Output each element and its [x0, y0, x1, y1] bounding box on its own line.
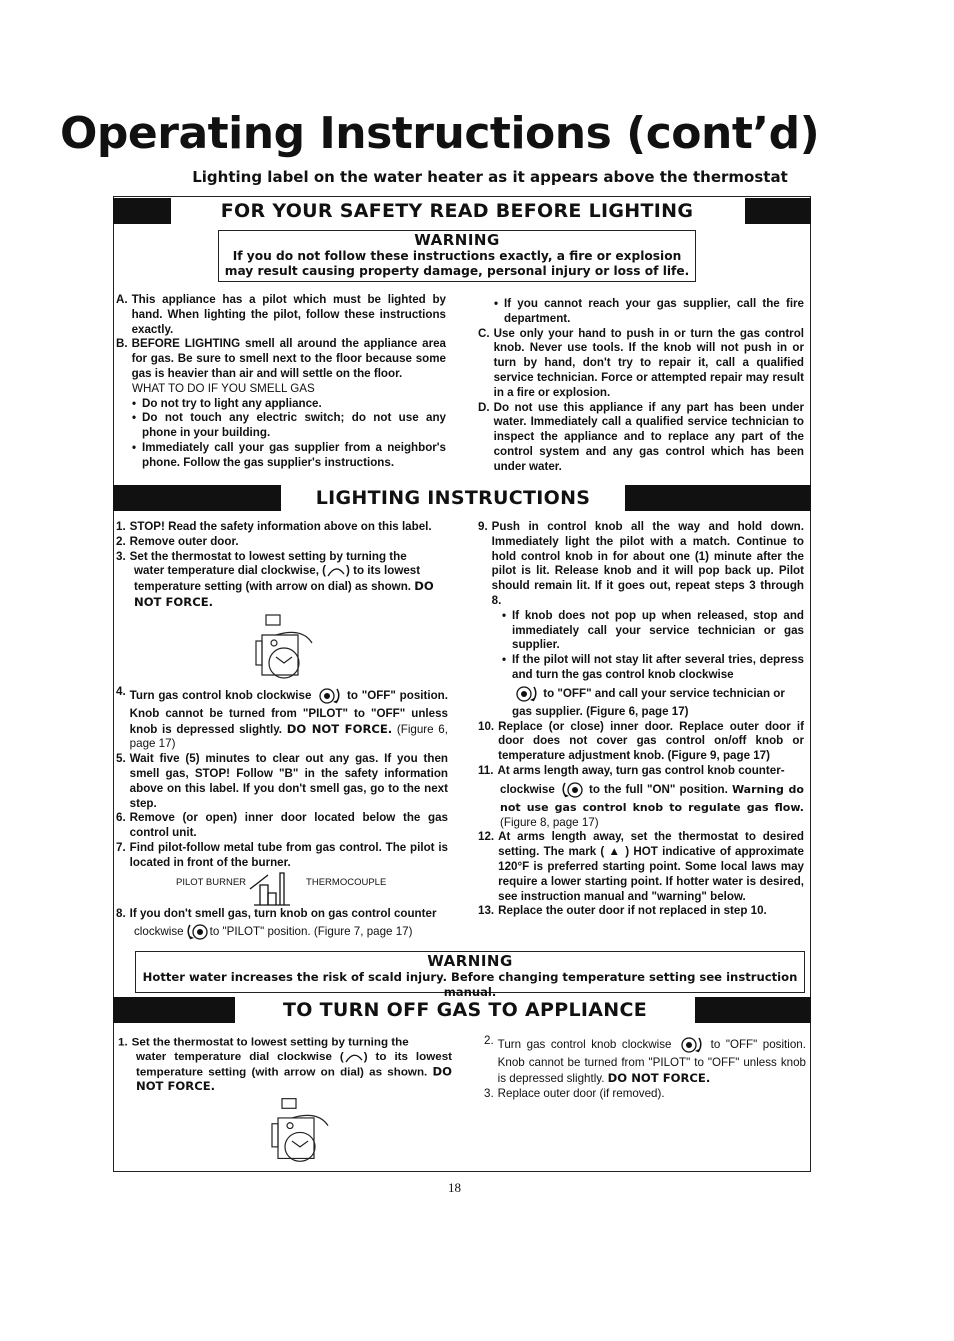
- smell-gas-bullet: • If you cannot reach your gas supplier, call the fire department.: [494, 297, 804, 325]
- safety-heading: FOR YOUR SAFETY READ BEFORE LIGHTING: [220, 200, 694, 222]
- scald-warning-text: Hotter water increases the risk of scald injury. Before changing temperature setting see instruction manual.: [142, 970, 798, 999]
- gas-knob-clockwise-icon: [677, 1034, 705, 1056]
- gas-knob-counterclockwise-icon: [559, 779, 585, 801]
- lighting-step-1: 1. STOP! Read the safety information above on this label.: [116, 520, 432, 533]
- lighting-step-7: 7. Find pilot-follow metal tube from gas control. The pilot is located in front of the burner.: [116, 840, 448, 869]
- lighting-step-9: 9. Push in control knob all the way and hold down. Immediately light the pilot with a match. Continue to hold control knob in for about one (1) minute after the pilot is lit. Release knob and it will pop back up. Pilot should remain lit. If it goes out, repeat steps 3 through 8.: [478, 520, 804, 607]
- safety-band: [113, 198, 811, 224]
- lighting-step-6: 6. Remove (or open) inner door located below the gas control unit.: [116, 811, 448, 840]
- lighting-step-9-bullet: • If knob does not pop up when released, stop and immediately call your service technician or gas supplier.: [502, 608, 804, 652]
- gas-flow-warning: Warning do not use gas control knob to regulate gas flow.: [500, 782, 804, 814]
- safety-left-column: [116, 293, 446, 471]
- turn-off-step-2: 2. Turn gas control knob clockwise to "OFF" position. Knob cannot be turned from "PILOT" to "OFF" unless knob is depressed slightly. DO NOT FORCE.: [484, 1034, 806, 1085]
- lighting-step-8: 8. If you don't smell gas, turn knob on gas control counter: [116, 906, 437, 920]
- what-to-do-heading: WHAT TO DO IF YOU SMELL GAS: [132, 381, 315, 395]
- pilot-burner-figure: [246, 871, 306, 907]
- warning-line-1: If you do not follow these instructions exactly, a fire or explosion: [232, 249, 682, 263]
- safety-item-a: A. This appliance has a pilot which must be lighted by hand. When lighting the pilot, follow these instructions exactly.: [116, 293, 446, 336]
- turn-off-heading: TO TURN OFF GAS TO APPLIANCE: [283, 999, 647, 1021]
- safety-item-b: B. BEFORE LIGHTING smell all around the appliance area for gas. Be sure to smell next to the floor because some gas is heavier than air and will settle on the floor.: [116, 337, 446, 380]
- smell-gas-bullet: • Do not try to light any appliance.: [132, 396, 322, 410]
- clockwise-arc-icon: [326, 565, 346, 577]
- turn-off-band: [113, 997, 811, 1023]
- lighting-step-2: 2. Remove outer door.: [116, 534, 239, 548]
- pilot-figure: [116, 871, 448, 907]
- do-not-force: DO NOT FORCE.: [134, 579, 434, 609]
- warning-title: WARNING: [414, 231, 500, 249]
- lighting-band: [113, 485, 811, 511]
- thermocouple-label: THERMOCOUPLE: [306, 876, 387, 888]
- pilot-burner-label: PILOT BURNER: [176, 876, 247, 888]
- gas-knob-clockwise-icon: [315, 685, 343, 707]
- thermostat-dial-figure: [116, 613, 446, 683]
- turn-off-right-column: [484, 1034, 806, 1101]
- scald-warning-box: [135, 951, 805, 999]
- turn-off-left-column: 1. Set the thermostat to lowest setting by turning the water temperature dial clockwise ( ) to its lowest temperature setting (with arrow on dial) as shown. DO NOT FORCE.: [118, 1036, 452, 1168]
- lighting-heading: LIGHTING INSTRUCTIONS: [315, 487, 591, 509]
- page-title: Operating Instructions (cont’d): [60, 108, 820, 159]
- lighting-step-10: 10. Replace (or close) inner door. Replace outer door if door does not cover gas control on/off knob or temperature adjustment knob. (Figure 9, page 17): [478, 719, 804, 763]
- lighting-step-13: 13. Replace the outer door if not replaced in step 10.: [478, 904, 767, 918]
- page-subtitle: Lighting label on the water heater as it appears above the thermostat: [192, 168, 788, 186]
- safety-right-column: [478, 297, 804, 475]
- turn-off-step-1: 1. Set the thermostat to lowest setting by turning the: [118, 1036, 409, 1049]
- lighting-step-3: 3. Set the thermostat to lowest setting by turning the: [116, 549, 407, 563]
- safety-item-d: D. Do not use this appliance if any part has been under water. Immediately call a qualified service technician to inspect the appliance and to replace any part of the control system and any gas control which has been under water.: [478, 400, 804, 473]
- lighting-step-5: 5. Wait five (5) minutes to clear out any gas. If you then smell gas, STOP! Follow "B" in the safety information above on this label. If you don't smell gas, go to the next step.: [116, 752, 448, 810]
- lighting-right-column: 9. Push in control knob all the way and hold down. Immediately light the pilot with a match. Continue to hold control knob in for about one (1) minute after the pilot is lit. Release knob and it will pop back up. Pilot should remain lit. If it goes out, repeat steps 3 through 8. • If knob does not pop up when released, stop and immediately call your service technician or gas supplier. • If the pilot will not stay lit after several tries, depress and turn the gas control knob clockwise to "OFF" and call your service technician or gas supplier. (Figure 6, page 17) 10. Replace (or close) inner door. Replace outer door if door does not cover gas control on/off knob or temperature adjustment knob. (Figure 9, page 17) 11. At arms length away, turn gas control knob counter- clockwise to the full "ON" position. Warning do not use gas control knob to regulate gas flow. (Figure 8, page 17) 12. At arms length away, set the thermostat to desired setting. The mark ( ▲ ) HOT indicative of approximate 120°F is preferred starting point. Some local laws may require a lower starting point. If hotter water is desired, see instruction manual and "warning" below. 13. Replace the outer door if not replaced in step 10.: [478, 520, 804, 918]
- lighting-step-9-bullet: • If the pilot will not stay lit after several tries, depress and turn the gas control knob clockwise: [502, 653, 804, 681]
- smell-gas-bullet: • Do not touch any electric switch; do not use any phone in your building.: [132, 411, 446, 440]
- page-number: 18: [448, 1180, 461, 1195]
- lighting-step-12: 12. At arms length away, set the thermostat to desired setting. The mark ( ▲ ) HOT indicative of approximate 120°F is preferred starting point. Some local laws may require a lower starting point. If hotter water is desired, see instruction manual and "warning" below.: [478, 830, 804, 903]
- lighting-step-4: 4. Turn gas control knob clockwise to "OFF" position. Knob cannot be turned from "PILOT" to "OFF" unless knob is depressed slightly. DO NOT FORCE. (Figure 6, page 17): [116, 684, 448, 751]
- gas-knob-counterclockwise-icon: [184, 921, 210, 943]
- clockwise-arc-icon: [344, 1051, 364, 1063]
- smell-gas-bullet: • Immediately call your gas supplier from a neighbor's phone. Follow the gas supplier's instructions.: [132, 440, 446, 469]
- lighting-step-11: 11. At arms length away, turn gas control knob counter-: [478, 763, 785, 777]
- safety-warning-box: [218, 230, 696, 282]
- warning-line-2: may result causing property damage, personal injury or loss of life.: [224, 264, 690, 278]
- scald-warning-title: WARNING: [427, 952, 513, 970]
- turn-off-step-3: 3. Replace outer door (if removed).: [484, 1086, 665, 1100]
- gas-knob-clockwise-icon: [512, 683, 540, 705]
- safety-item-c: C. Use only your hand to push in or turn the gas control knob. Never use tools. If the knob will not push in or turn by hand, don't try to repair it, call a qualified service technician. Force or attempted repair may result in a fire or explosion.: [478, 326, 804, 399]
- lighting-left-column: 1. STOP! Read the safety information above on this label. 2. Remove outer door. 3. Set the thermostat to lowest setting by turning the water temperature dial clockwise, ( ) to its lowest temperature setting (with arrow on dial) as shown. DO NOT FORCE. 4. Turn gas control knob clockwise to "OFF" position. Knob cannot be turned from "PILOT" to "OFF" unless knob is depressed slightly. DO NOT FORCE. (Figure 6, page 17) 5. Wait five (5) minutes to clear out any gas. If you then smell gas, STOP! Follow "B" in the safety information above on this label. If you don't smell gas, go to the next step. 6. Remove (or open) inner door located below the gas control unit. 7. Find pilot-follow metal tube from gas control. The pilot is located in front of the burner. PILOT BURNER THERMOCOUPLE 8. If you don't smell gas, turn knob on gas control counter clockwise to "PILOT" position. (Figure 7, page 17): [116, 520, 448, 943]
- thermostat-dial-figure: [118, 1097, 448, 1166]
